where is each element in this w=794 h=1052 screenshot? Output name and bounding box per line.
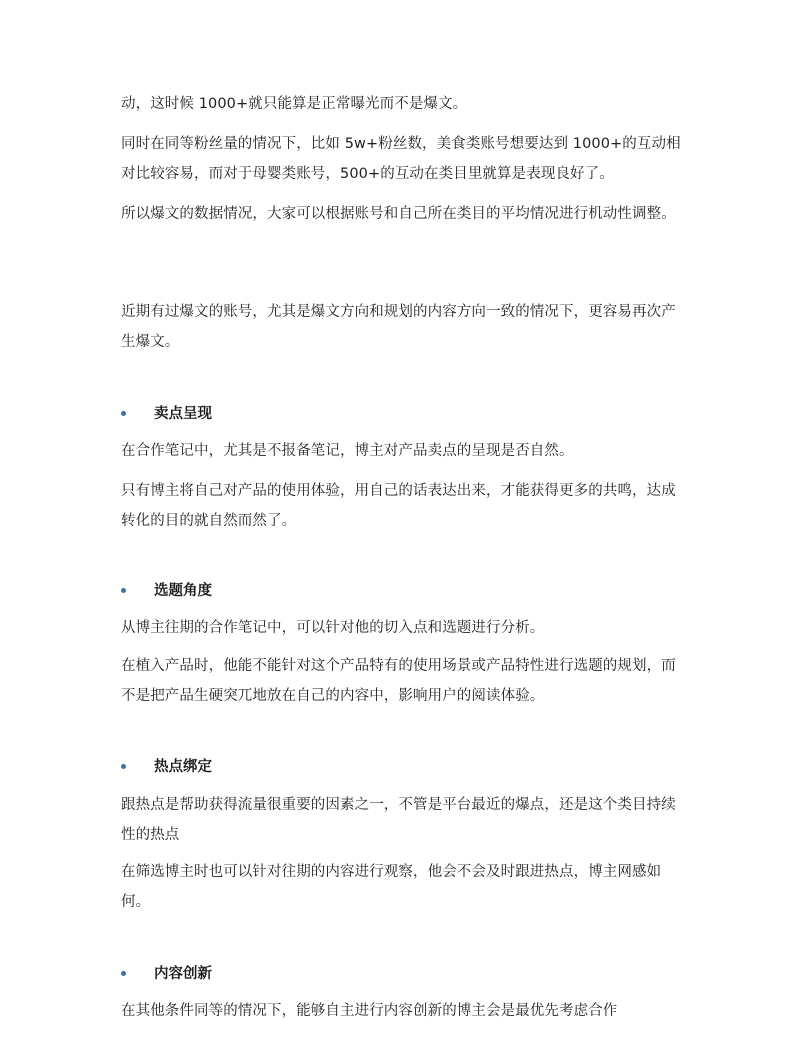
section-heading-label: 热点绑定 [154,759,212,775]
section-heading-trending-topics [121,752,681,782]
paragraph-intro-3: 所以爆文的数据情况，大家可以根据账号和自己所在类目的平均情况进行机动性调整。 [121,206,676,222]
section-heading-label: 内容创新 [154,966,212,982]
section-paragraph: 跟热点是帮助获得流量很重要的因素之一，不管是平台最近的爆点，还是这个类目持续性的热点 [121,797,676,843]
bullet-icon [121,764,126,769]
section-paragraph: 在植入产品时，他能不能针对这个产品特有的使用场景或产品特性进行选题的规划，而不是把产品生硬突兀地放在自己的内容中，影响用户的阅读体验。 [121,658,676,704]
section-heading-label: 卖点呈现 [154,406,212,422]
section-paragraph: 在其他条件同等的情况下，能够自主进行内容创新的博主会是最优先考虑合作 [121,1003,618,1019]
section-paragraph: 从博主往期的合作笔记中，可以针对他的切入点和选题进行分析。 [121,620,545,636]
section-heading-selling-points [121,399,681,429]
paragraph-intro-1: 动，这时候 1000+就只能算是正常曝光而不是爆文。 [121,96,468,112]
section-paragraph: 只有博主将自己对产品的使用体验，用自己的话表达出来，才能获得更多的共鸣，达成转化的目的就自然而然了。 [121,483,676,529]
section-paragraph: 在合作笔记中，尤其是不报备笔记，博主对产品卖点的呈现是否自然。 [121,443,574,459]
paragraph-intro-2: 同时在同等粉丝量的情况下，比如 5w+粉丝数，美食类账号想要达到 1000+的互动相对比较容易，而对于母婴类账号，500+的互动在类目里就算是表现良好了。 [121,136,681,182]
section-heading-label: 选题角度 [154,583,212,599]
paragraph-intro-4: 近期有过爆文的账号，尤其是爆文方向和规划的内容方向一致的情况下，更容易再次产生爆文。 [121,304,676,350]
bullet-icon [121,971,126,976]
bullet-icon [121,588,126,593]
section-paragraph: 在筛选博主时也可以针对往期的内容进行观察，他会不会及时跟进热点，博主网感如何。 [121,864,662,910]
section-heading-topic-angle [121,576,681,606]
bullet-icon [121,411,126,416]
section-heading-content-innovation [121,959,681,989]
